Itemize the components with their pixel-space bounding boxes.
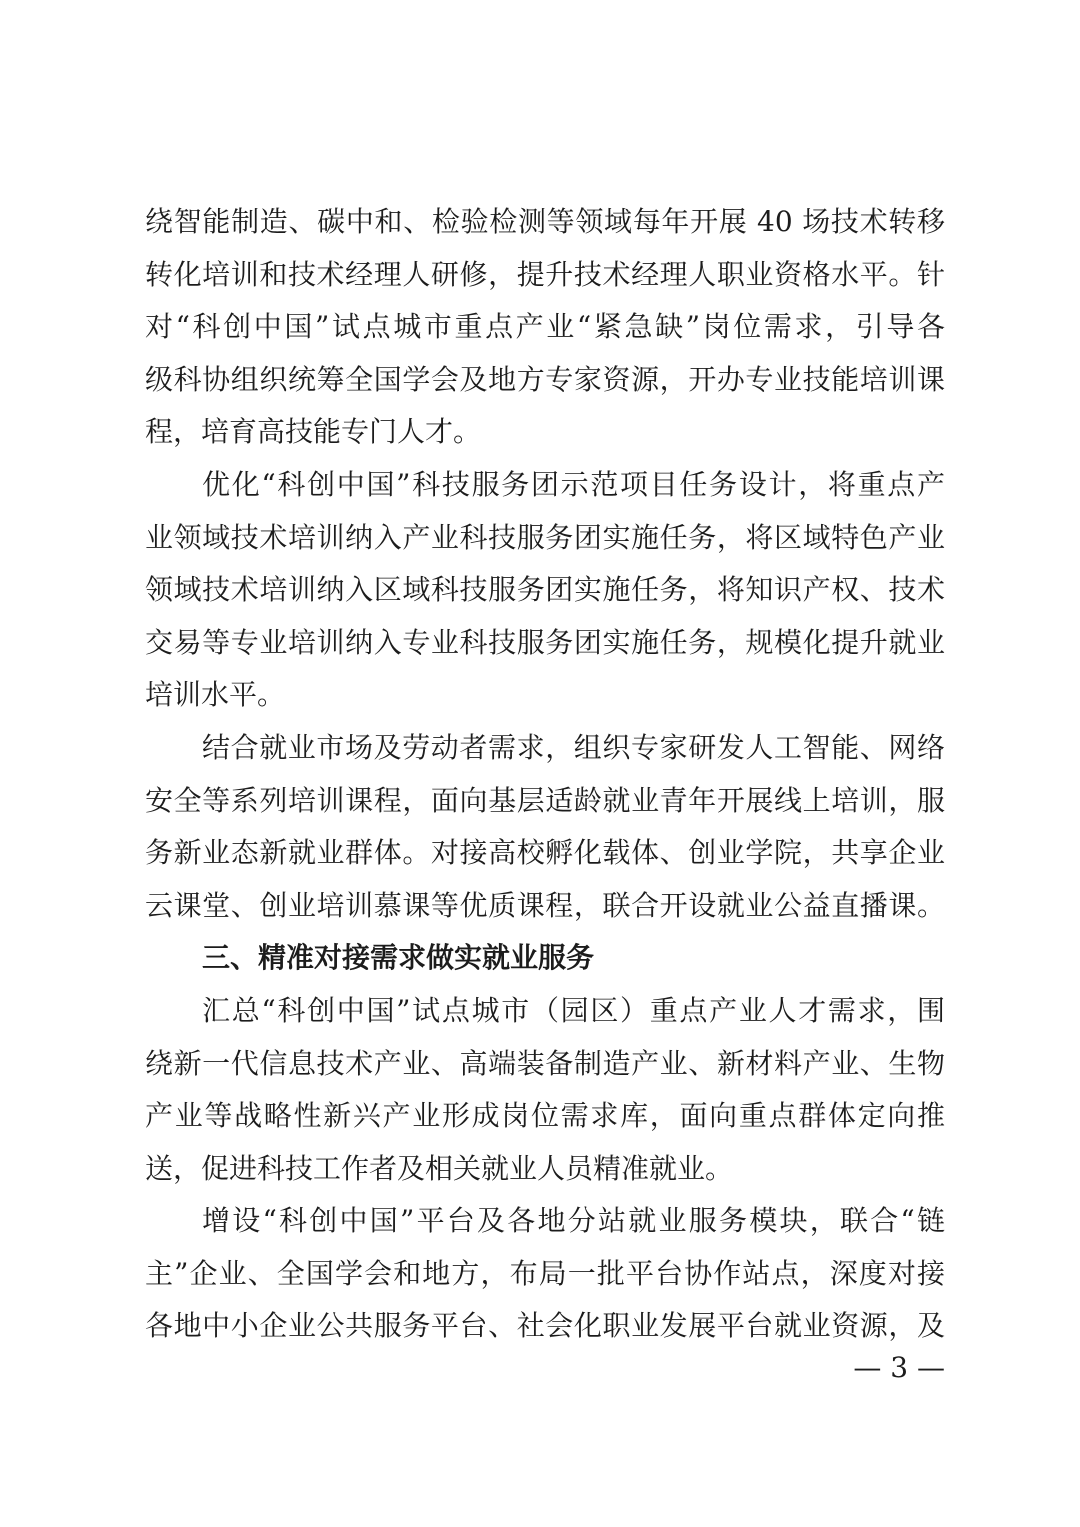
text-line: 产业等战略性新兴产业形成岗位需求库，面向重点群体定向推	[145, 1099, 945, 1133]
text-line: 级科协组织统筹全国学会及地方专家资源，开办专业技能培训课	[145, 362, 945, 396]
paragraph-2	[145, 459, 945, 722]
text-line: 绕智能制造、碳中和、检验检测等领域每年开展 40 场技术转移	[145, 205, 945, 238]
text-line: 绕新一代信息技术产业、高端装备制造产业、新材料产业、生物	[145, 1046, 945, 1080]
text-line: 汇总“科创中国”试点城市（园区）重点产业人才需求，围	[202, 993, 945, 1027]
paragraph-1	[145, 196, 945, 459]
text-line: 结合就业市场及劳动者需求，组织专家研发人工智能、网络	[202, 730, 945, 764]
paragraph-5	[145, 1195, 945, 1353]
text-line: 增设“科创中国”平台及各地分站就业服务模块，联合“链	[202, 1204, 945, 1238]
text-line: 优化“科创中国”科技服务团示范项目任务设计，将重点产	[202, 467, 945, 501]
text-line: 程，培育高技能专门人才。	[145, 415, 482, 449]
page-number: — 3 —	[853, 1351, 945, 1384]
text-line: 送，促进科技工作者及相关就业人员精准就业。	[145, 1151, 734, 1185]
text-line: 培训水平。	[145, 678, 286, 712]
text-line: 交易等专业培训纳入专业科技服务团实施任务，规模化提升就业	[145, 625, 945, 659]
text-line: 业领域技术培训纳入产业科技服务团实施任务，将区域特色产业	[145, 520, 945, 554]
text-line: 各地中小企业公共服务平台、社会化职业发展平台就业资源，及	[145, 1309, 945, 1343]
paragraph-4	[145, 985, 945, 1195]
text-line: 云课堂、创业培训慕课等优质课程，联合开设就业公益直播课。	[145, 888, 945, 922]
text-line: 主”企业、全国学会和地方，布局一批平台协作站点，深度对接	[145, 1256, 945, 1290]
body-text	[145, 196, 945, 1353]
section-heading: 三、精准对接需求做实就业服务	[202, 941, 595, 975]
text-line: 领域技术培训纳入区域科技服务团实施任务，将知识产权、技术	[145, 573, 945, 607]
text-line: 务新业态新就业群体。对接高校孵化载体、创业学院，共享企业	[145, 836, 945, 870]
text-line: 安全等系列培训课程，面向基层适龄就业青年开展线上培训，服	[145, 783, 945, 817]
paragraph-3	[145, 722, 945, 932]
text-line: 对“科创中国”试点城市重点产业“紧急缺”岗位需求，引导各	[145, 310, 945, 344]
text-line: 转化培训和技术经理人研修，提升技术经理人职业资格水平。针	[145, 257, 945, 291]
